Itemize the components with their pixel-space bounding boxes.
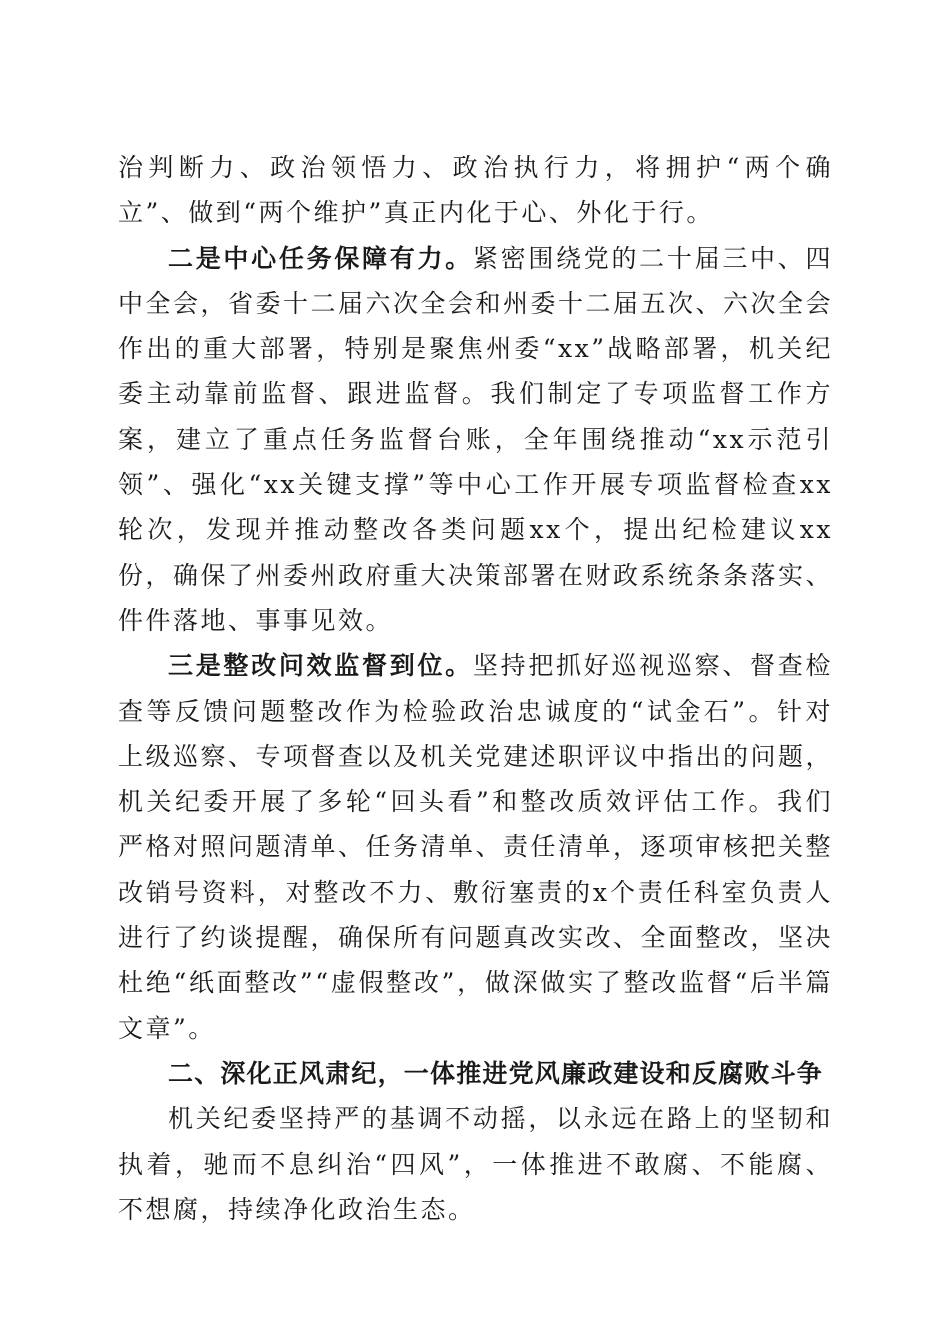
paragraph-text: 坚持把抓好巡视巡察、督查检查等反馈问题整改作为检验政治忠诚度的“试金石”。针对上级巡察、专项督查以及机关党建述职评议中指出的问题，机关纪委开展了多轮“回头看”和整改质效评估工作。我们严格对照问题清单、任务清单、责任清单，逐项审核把关整改销号资料，对整改不力、敷衍塞责的x个责任科室负责人进行了约谈提醒，确保所有问题真改实改、全面整改，坚决杜绝“纸面整改”“虚假整改”，做深做实了整改监督“后半篇文章”。: [118, 651, 834, 1043]
paragraph-text: 紧密围绕党的二十届三中、四中全会，省委十二届六次全会和州委十二届五次、六次全会作出的重大部署，特别是聚焦州委“xx”战略部署，机关纪委主动靠前监督、跟进监督。我们制定了专项监督工作方案，建立了重点任务监督台账，全年围绕推动“xx示范引领”、强化“xx关键支撑”等中心工作开展专项监督检查xx轮次，发现并推动整改各类问题xx个，提出纪检建议xx份，确保了州委州政府重大决策部署在财政系统条条落实、件件落地、事事见效。: [118, 243, 834, 635]
paragraph-lead: 三是整改问效监督到位。: [168, 651, 473, 681]
section-heading: 二、深化正风肃纪，一体推进党风廉政建设和反腐败斗争: [168, 1058, 824, 1088]
paragraph-rectification: [118, 643, 833, 1051]
paragraph-lead: 二是中心任务保障有力。: [168, 243, 473, 273]
paragraph-closing: [118, 1096, 833, 1232]
paragraph-text: 机关纪委坚持严的基调不动摇，以永远在路上的坚韧和执着，驰而不息纠治“四风”，一体推进不敢腐、不能腐、不想腐，持续净化政治生态。: [118, 1104, 833, 1224]
paragraph-continuation: [118, 145, 833, 236]
paragraph-central-tasks: [118, 236, 833, 644]
document-page: [118, 145, 833, 1232]
paragraph-text: 治判断力、政治领悟力、政治执行力，将拥护“两个确立”、做到“两个维护”真正内化于心、外化于行。: [118, 153, 833, 228]
